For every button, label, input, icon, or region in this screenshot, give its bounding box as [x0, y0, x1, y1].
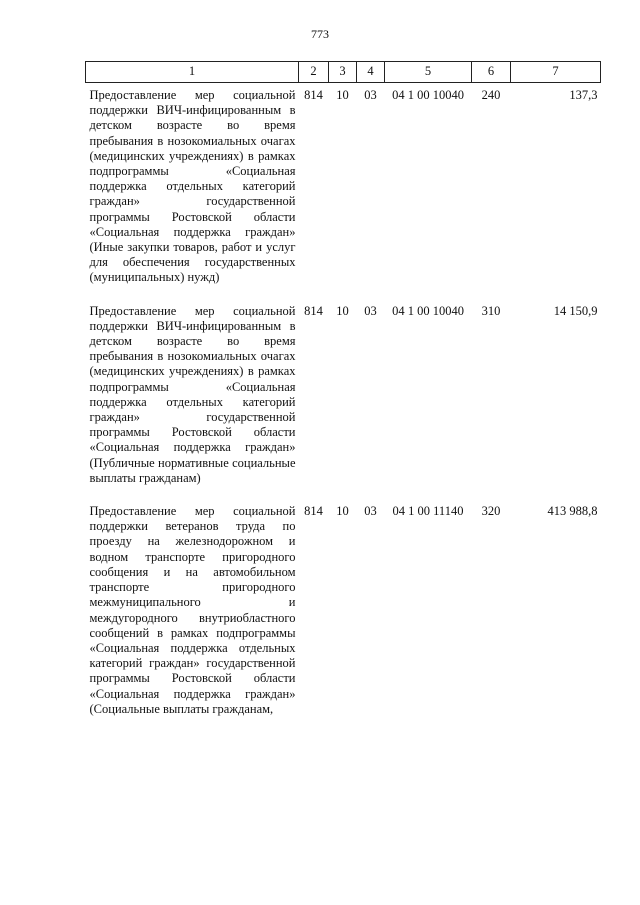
expense-type-code: 310 — [481, 303, 501, 318]
column-header: 5 — [385, 62, 472, 83]
ministry-code: 814 — [304, 504, 323, 519]
column-header: 1 — [86, 62, 299, 83]
ministry-code: 814 — [304, 303, 323, 318]
expense-type-code: 320 — [481, 504, 501, 519]
section-code: 10 — [336, 504, 349, 519]
amount-value: 14 150,9 — [553, 303, 598, 318]
subsection-code: 03 — [364, 504, 377, 519]
row-description: Предоставление мер социальной поддержки ВИЧ-инфицированным в детском возрасте во время пребывания в нозокомиальных очагах (медицинских учреждениях) в рамках подпрограммы «Социальная поддержка отдельных категорий граждан» государственной программы Ростовской области «Социальная поддержка граждан» (Публичные нормативные социальные выплаты гражданам) — [89, 303, 296, 485]
amount-value: 137,3 — [569, 88, 598, 102]
ministry-code: 814 — [304, 88, 323, 102]
section-code: 10 — [336, 88, 349, 102]
subsection-code: 03 — [364, 303, 377, 318]
header-row — [86, 62, 601, 83]
expense-type-code: 240 — [481, 88, 501, 102]
target-article-code: 04 1 00 11140 — [392, 504, 464, 519]
table-row — [86, 83, 601, 299]
section-code: 10 — [336, 303, 349, 318]
target-article-code: 04 1 00 10040 — [392, 88, 464, 102]
subsection-code: 03 — [364, 88, 377, 102]
column-header: 7 — [511, 62, 601, 83]
row-description: Предоставление мер социальной поддержки ВИЧ-инфицированным в детском возрасте во время пребывания в нозокомиальных очагах (медицинских учреждениях) в рамках подпрограммы «Социальная поддержка отдельных категорий граждан» государственной программы Ростовской области «Социальная поддержка граждан» (Иные закупки товаров, работ и услуг для обеспечения государственных (муниципальных) нужд) — [89, 88, 296, 285]
amount-value: 413 988,8 — [547, 504, 598, 519]
table-row — [86, 499, 601, 730]
column-header: 3 — [329, 62, 357, 83]
column-header: 6 — [472, 62, 511, 83]
column-header: 4 — [357, 62, 385, 83]
budget-table — [85, 61, 601, 730]
table-row — [86, 299, 601, 499]
column-header: 2 — [299, 62, 329, 83]
row-description: Предоставление мер социальной поддержки ветеранов труда по проезду на железнодорожном и водном транспорте пригородного сообщения и на автомобильном транспорте пригородного межмуниципального и междугородного внутриобластного сообщений в рамках подпрограммы «Социальная поддержка отдельных категорий граждан» государственной программы Ростовской области «Социальная поддержка граждан» (Социальные выплаты гражданам, — [89, 504, 296, 716]
page-number: 773 — [311, 27, 329, 41]
target-article-code: 04 1 00 10040 — [392, 303, 464, 318]
